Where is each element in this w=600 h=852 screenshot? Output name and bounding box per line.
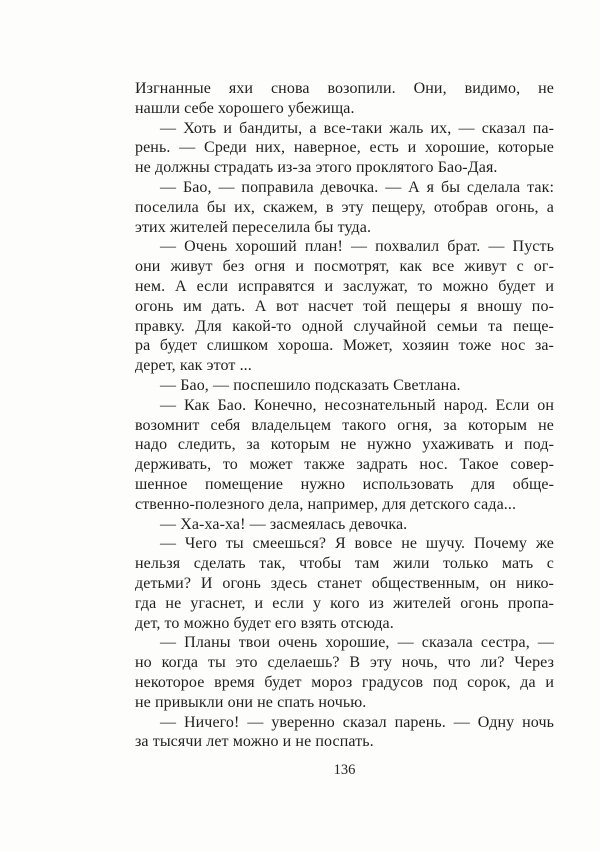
text-line: не привыкли они не спать ночью.: [135, 693, 367, 711]
text-line: не должны страдать из-за этого проклятого Бао-Дая.: [135, 159, 498, 177]
paragraph: [135, 376, 554, 396]
text-line: — Бао, — поспешило подсказать Светлана.: [160, 376, 461, 394]
paragraph: [135, 119, 554, 178]
text-line: некоторое время будет мороз градусов под сорок, да и: [135, 673, 554, 691]
text-line: детьми? И огонь здесь станет общественным, он нико-: [135, 574, 554, 592]
text-line: — Бао, — поправила девочка. — А я бы сделала так:: [160, 178, 554, 196]
text-line: нашли себе хорошего убежища.: [135, 99, 355, 117]
text-line: правку. Для какой-то одной случайной семьи та пеще-: [135, 317, 554, 335]
paragraph: [135, 237, 554, 376]
paragraph: [135, 396, 554, 515]
paragraph: [135, 515, 554, 535]
text-line: нем. А если исправятся и заслужат, то можно будет и: [135, 277, 554, 295]
text-line: поселила бы их, скажем, в эту пещеру, отобрав огонь, а: [135, 198, 554, 216]
text-line: но когда ты это сделаешь? В эту ночь, что ли? Через: [135, 654, 554, 672]
text-line: они живут без огня и посмотрят, как все живут с ог-: [135, 258, 554, 276]
text-line: ра будет слишком хороша. Может, хозяин тоже нос за-: [135, 337, 554, 355]
text-line: — Хоть и бандиты, а все-таки жаль их, — сказал па-: [160, 119, 554, 137]
paragraph: [135, 633, 554, 712]
text-line: — Как Бао. Конечно, несознательный народ. Если он: [160, 396, 554, 414]
text-line: этих жителей переселила бы туда.: [135, 218, 372, 236]
text-line: — Планы твои очень хорошие, — сказала сестра, —: [160, 634, 554, 652]
text-line: Изгнанные яхи снова возопили. Они, видимо, не: [135, 80, 554, 97]
text-line: рень. — Среди них, наверное, есть и хорошие, которые: [135, 139, 554, 157]
text-line: гда не угаснет, и если у кого из жителей огонь пропа-: [135, 594, 554, 612]
paragraph: [135, 79, 554, 119]
text-line: дет, то можно будет его взять отсюда.: [135, 614, 394, 632]
text-line: возомнит себя владельцем такого огня, за которым не: [135, 416, 554, 434]
page-number: 136: [333, 762, 356, 778]
text-line: дерет, как этот ...: [135, 357, 252, 375]
page-text-block: [135, 79, 554, 752]
text-line: нельзя сделать так, чтобы там жили только мать с: [135, 555, 554, 573]
paragraph: [135, 178, 554, 237]
text-line: шенное помещение нужно использовать для обще-: [135, 475, 554, 493]
text-line: — Очень хороший план! — похвалил брат. — Пусть: [160, 238, 554, 256]
text-line: — Ха-ха-ха! — засмеялась девочка.: [160, 515, 408, 533]
text-line: за тысячи лет можно и не поспать.: [135, 733, 374, 751]
paragraph: [135, 534, 554, 633]
text-line: ственно-полезного дела, например, для детского сада...: [135, 495, 517, 513]
paragraph: [135, 713, 554, 753]
text-line: держивать, то может также задрать нос. Такое совер-: [135, 456, 554, 474]
text-line: — Чего ты смеешься? Я вовсе не шучу. Почему же: [160, 535, 554, 553]
text-line: надо следить, за которым не нужно ухаживать и под-: [135, 436, 554, 454]
text-line: — Ничего! — уверенно сказал парень. — Одну ночь: [160, 713, 554, 731]
text-line: огонь им дать. А вот насчет той пещеры я вношу по-: [135, 297, 554, 315]
